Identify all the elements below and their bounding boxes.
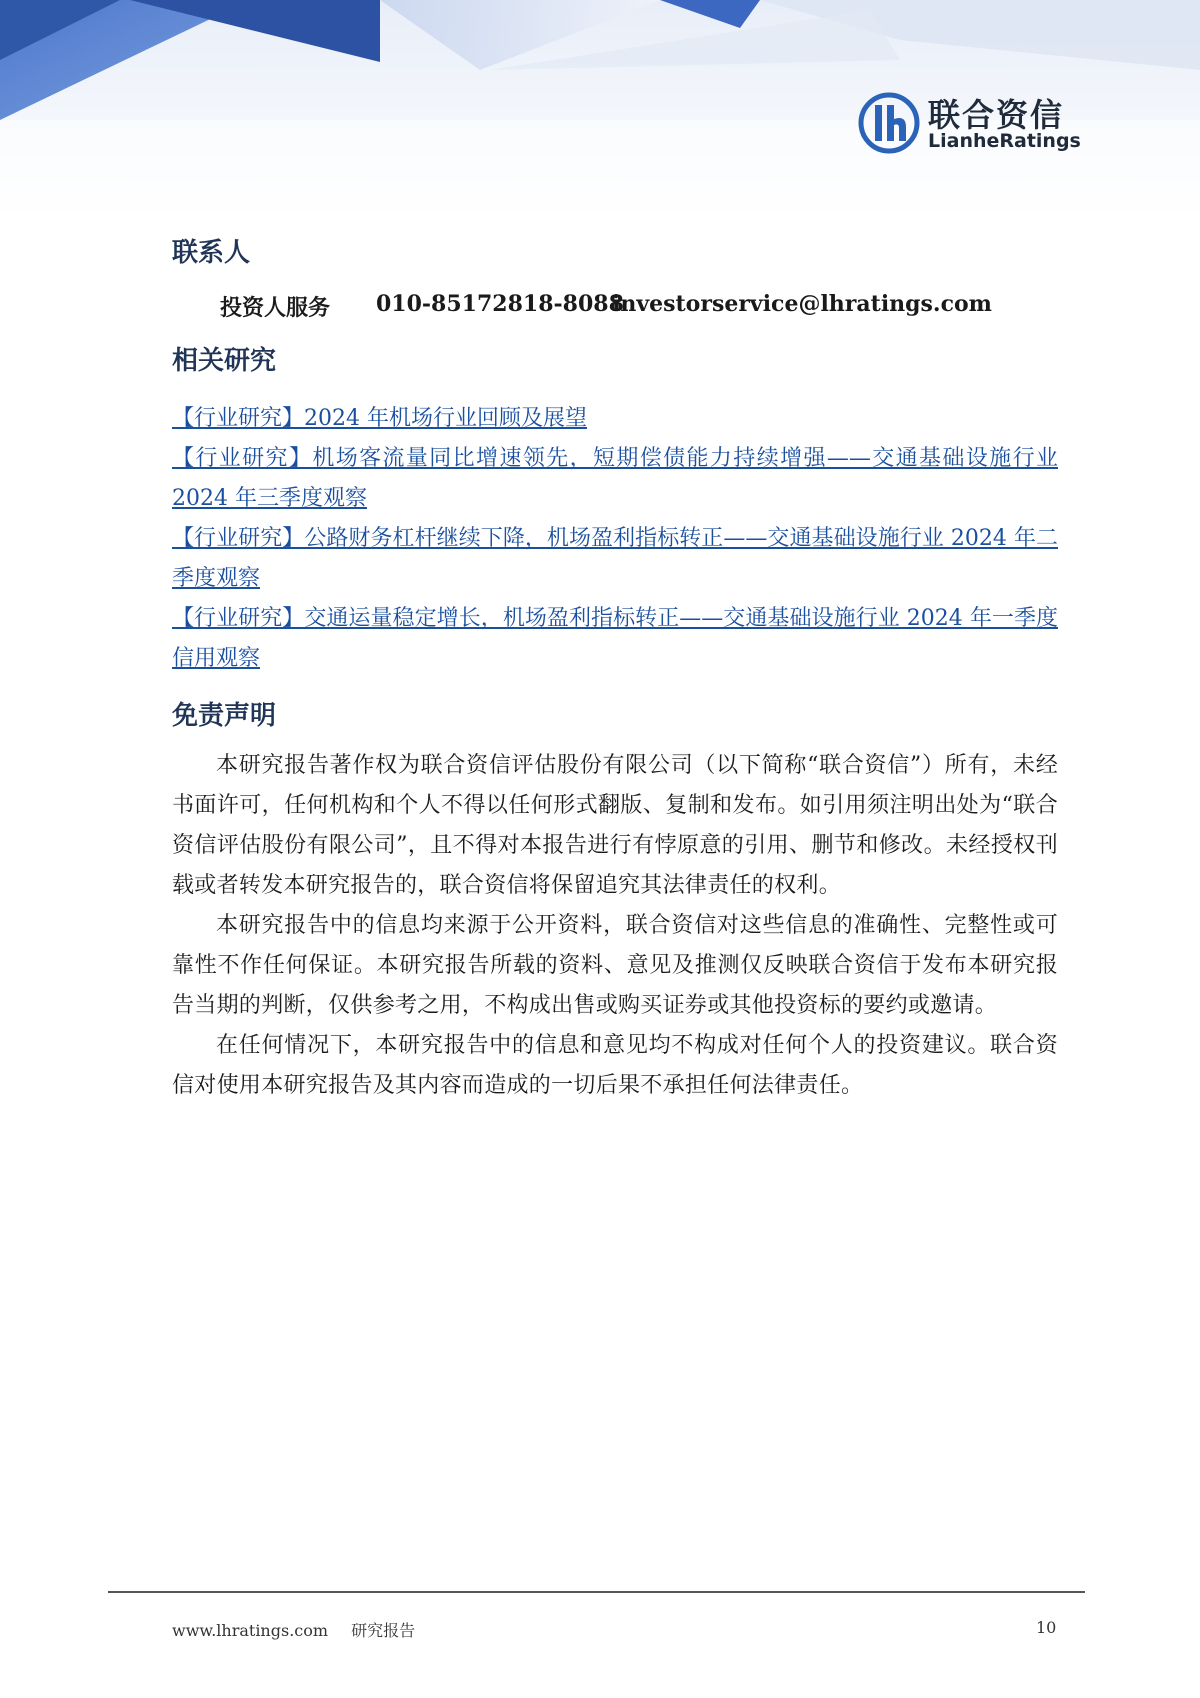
footer-divider bbox=[108, 1591, 1085, 1593]
page-content bbox=[172, 232, 1058, 1106]
brand-name-cn: 联合资信 bbox=[928, 96, 1065, 134]
related-list bbox=[172, 399, 1058, 679]
related-link-3[interactable]: 【行业研究】公路财务杠杆继续下降，机场盈利指标转正——交通基础设施行业 2024 年二季度观察 bbox=[172, 526, 1058, 591]
disclaimer-paragraph-2: 本研究报告中的信息均来源于公开资料，联合资信对这些信息的准确性、完整性或可靠性不作任何保证。本研究报告所载的资料、意见及推测仅反映联合资信于发布本研究报告当期的判断，仅供参考之用，不构成出售或购买证券或其他投资标的要约或邀请。 bbox=[172, 913, 1058, 1018]
footer-info bbox=[172, 1618, 433, 1641]
contact-email: investorservice@lhratings.com bbox=[612, 291, 992, 317]
disclaimer-heading: 免责声明 bbox=[172, 701, 277, 731]
brand-logo bbox=[858, 90, 1081, 160]
contact-phone: 010-85172818-8088 bbox=[376, 291, 624, 317]
contact-heading: 联系人 bbox=[172, 238, 251, 268]
related-link-1[interactable]: 【行业研究】2024 年机场行业回顾及展望 bbox=[172, 406, 587, 431]
footer-site[interactable]: www.lhratings.com bbox=[172, 1621, 329, 1640]
brand-name-en: LianheRatings bbox=[928, 130, 1081, 152]
brand-mark-icon bbox=[858, 92, 920, 154]
disclaimer-paragraph-3: 在任何情况下，本研究报告中的信息和意见均不构成对任何个人的投资建议。联合资信对使用本研究报告及其内容而造成的一切后果不承担任何法律责任。 bbox=[172, 1033, 1058, 1098]
related-heading: 相关研究 bbox=[172, 346, 277, 376]
page-number: 10 bbox=[1036, 1618, 1057, 1637]
disclaimer-paragraph-1: 本研究报告著作权为联合资信评估股份有限公司（以下简称“联合资信”）所有，未经书面许可，任何机构和个人不得以任何形式翻版、复制和发布。如引用须注明出处为“联合资信评估股份有限公司”，且不得对本报告进行有悖原意的引用、删节和修改。未经授权刊载或者转发本研究报告的，联合资信将保留追究其法律责任的权利。 bbox=[172, 753, 1058, 898]
footer-doc-type: 研究报告 bbox=[351, 1621, 416, 1640]
related-link-4[interactable]: 【行业研究】交通运量稳定增长，机场盈利指标转正——交通基础设施行业 2024 年一季度信用观察 bbox=[172, 606, 1058, 671]
contact-label: 投资人服务 bbox=[220, 296, 331, 321]
related-link-2[interactable]: 【行业研究】机场客流量同比增速领先，短期偿债能力持续增强——交通基础设施行业 2024 年三季度观察 bbox=[172, 446, 1058, 511]
disclaimer-body bbox=[172, 746, 1058, 1106]
contact-row bbox=[220, 291, 1058, 322]
